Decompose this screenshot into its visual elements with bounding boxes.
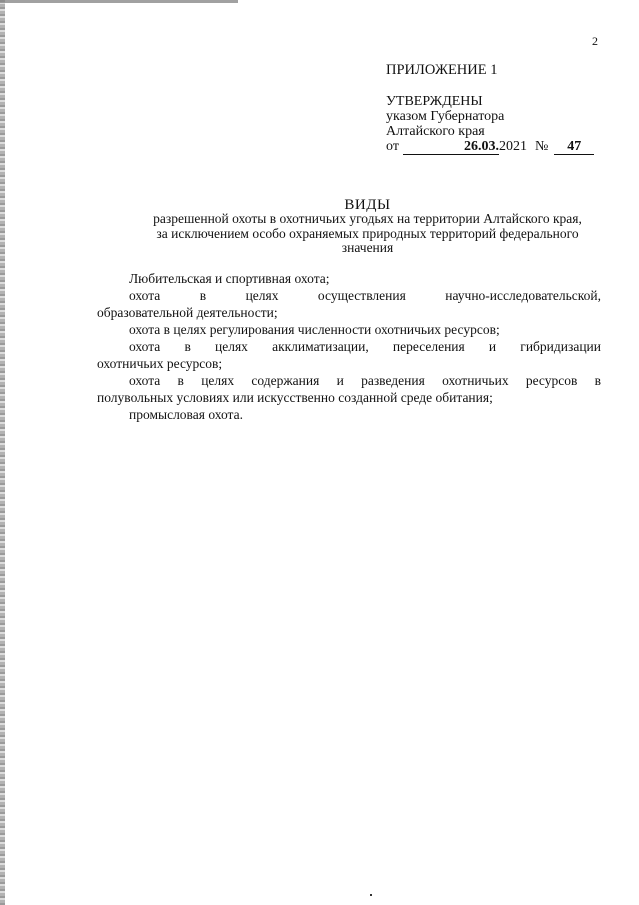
list-item: Любительская и спортивная охота; (129, 271, 330, 286)
scan-edge-top (0, 0, 238, 3)
date-value: 26.03. (403, 139, 499, 155)
approval-block (386, 94, 594, 155)
appendix-label: ПРИЛОЖЕНИЕ 1 (386, 62, 498, 78)
decree-line-2: Алтайского края (386, 124, 485, 139)
year-value: 2021 (498, 139, 527, 154)
from-label: от (386, 139, 399, 154)
scan-edge-left (0, 0, 5, 905)
list-item: образовательной деятельности; (97, 305, 278, 320)
number-label: № (534, 139, 549, 154)
list-item: охота в целях содержания и разведения охотничьих ресурсов в (129, 373, 601, 388)
document-title: ВИДЫ (344, 197, 391, 213)
page-number: 2 (592, 34, 598, 48)
list-item: полувольных условиях или искусственно созданной среде обитания; (97, 390, 493, 405)
hunting-types-list (97, 270, 601, 423)
list-item: охота в целях осуществления научно-исследовательской, (129, 288, 601, 303)
list-item: охота в целях регулирования численности охотничьих ресурсов; (129, 322, 500, 337)
list-item: охота в целях акклиматизации, переселения и гибридизации (129, 339, 601, 354)
list-item: промысловая охота. (129, 407, 243, 422)
scan-speck (370, 894, 372, 896)
decree-line-1: указом Губернатора (386, 109, 505, 124)
approved-label: УТВЕРЖДЕНЫ (386, 94, 483, 109)
list-item: охотничьих ресурсов; (97, 356, 223, 371)
number-value: 47 (554, 139, 594, 155)
document-subtitle: разрешенной охоты в охотничьих угодьях на территории Алтайского края, за исключением особо охраняемых природных территорий федерального значения (153, 211, 582, 255)
date-number-line (386, 139, 594, 155)
